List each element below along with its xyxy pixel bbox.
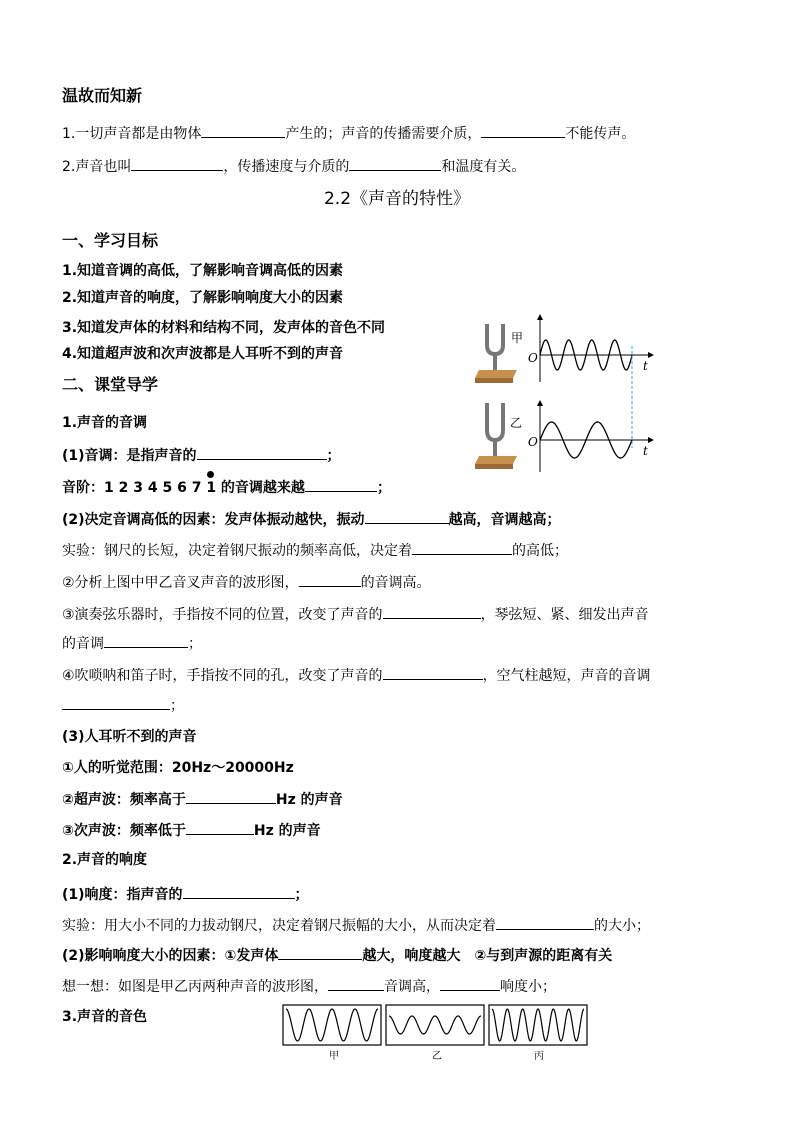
goal-item: 1.知道音调的高低，了解影响音调高低的因素: [62, 263, 344, 279]
goal-item: 3.知道发声体的材料和结构不同，发声体的音色不同: [62, 320, 386, 336]
answer-blank[interactable]: [201, 122, 285, 138]
wind-instrument: ④吹唢呐和笛子时，手指按不同的孔，改变了声音的 ，空气柱越短，声音的音调: [62, 664, 651, 686]
scale-line: 音阶：1 2 3 4 5 6 7 1 的音调越来越 ；: [62, 476, 391, 498]
t-axis-label-bottom: t: [643, 444, 648, 458]
page-title: 2.2《声音的特性》: [323, 189, 471, 209]
ultrasonic: ②超声波：频率高于 Hz 的声音: [62, 788, 343, 810]
answer-blank[interactable]: [62, 694, 170, 710]
answer-blank[interactable]: [186, 819, 254, 835]
subheading-pitch: 1.声音的音调: [62, 415, 148, 431]
caption-bing: 丙: [534, 1051, 544, 1062]
review-question-2: 2.声音也叫 ，传播速度与介质的 和温度有关。: [62, 155, 525, 177]
pitch-factor: (2)决定音调高低的因素：发声体振动越快，振动 越高，音调越高；: [62, 508, 561, 530]
think-question: 想一想：如图是甲乙丙两种声音的波形图， 音调高， 响度小；: [62, 975, 556, 997]
answer-blank[interactable]: [383, 603, 481, 619]
answer-blank[interactable]: [481, 122, 565, 138]
answer-blank[interactable]: [131, 155, 223, 171]
goal-item: 4.知道超声波和次声波都是人耳听不到的声音: [62, 346, 344, 362]
tuning-fork-yi-icon: [475, 403, 517, 469]
waveform-box-jia: [283, 1005, 381, 1045]
answer-blank[interactable]: [197, 444, 327, 460]
answer-blank[interactable]: [365, 508, 449, 524]
origin-label-top: O: [528, 351, 538, 365]
label-jia: 甲: [511, 331, 524, 345]
t-axis-label-top: t: [643, 359, 648, 373]
wind-instrument-cont: ；: [62, 694, 184, 716]
answer-blank[interactable]: [299, 571, 361, 587]
tuning-fork-figure: [470, 312, 660, 477]
subheading-loudness: 2.声音的响度: [62, 852, 148, 868]
section-heading-goals: 一、学习目标: [62, 231, 159, 250]
answer-blank[interactable]: [412, 539, 512, 555]
origin-label-bottom: O: [528, 435, 538, 449]
loudness-definition: (1)响度：指声音的 ；: [62, 883, 309, 905]
waveform-jia-line: [286, 1009, 378, 1041]
waveform-comparison-figure: [280, 1002, 590, 1067]
answer-blank[interactable]: [278, 944, 362, 960]
waveform-yi-line: [389, 1016, 481, 1034]
caption-yi: 乙: [432, 1051, 442, 1062]
answer-blank[interactable]: [496, 914, 594, 930]
loudness-factor: (2)影响响度大小的因素：①发声体 越大，响度越大 ②与到声源的距离有关: [62, 944, 612, 966]
review-question-1: 1.一切声音都是由物体 产生的；声音的传播需要介质， 不能传声。: [62, 122, 635, 144]
infrasonic: ③次声波：频率低于 Hz 的声音: [62, 819, 321, 841]
string-instrument: ③演奏弦乐器时，手指按不同的位置，改变了声音的 ，琴弦短、紧、细发出声音: [62, 603, 649, 625]
pitch-analysis: ②分析上图中甲乙音叉声音的波形图， 的音调高。: [62, 571, 431, 593]
string-instrument-cont: 的音调 ；: [62, 632, 202, 654]
label-yi: 乙: [510, 416, 523, 430]
waveform-bing-line: [492, 1009, 584, 1041]
answer-blank[interactable]: [104, 632, 188, 648]
answer-blank[interactable]: [383, 664, 483, 680]
subheading-timbre: 3.声音的音色: [62, 1009, 148, 1025]
hearing-range: ①人的听觉范围：20Hz～20000Hz: [62, 760, 294, 776]
loudness-experiment: 实验：用大小不同的力拔动钢尺，决定着钢尺振幅的大小，从而决定着 的大小；: [62, 914, 650, 936]
answer-blank[interactable]: [305, 476, 377, 492]
pitch-experiment: 实验：钢尺的长短，决定着钢尺振动的频率高低，决定着 的高低；: [62, 539, 568, 561]
high-note: 1: [206, 478, 216, 498]
answer-blank[interactable]: [328, 975, 384, 991]
goal-item: 2.知道声音的响度，了解影响响度大小的因素: [62, 290, 344, 306]
waveform-box-yi: [386, 1005, 484, 1045]
inaudible-heading: (3)人耳听不到的声音: [62, 729, 197, 745]
answer-blank[interactable]: [186, 788, 276, 804]
high-note-dot-icon: [207, 471, 214, 478]
pitch-definition: (1)音调：是指声音的 ；: [62, 444, 341, 466]
section-heading-guide: 二、课堂导学: [62, 375, 159, 394]
answer-blank[interactable]: [349, 155, 441, 171]
answer-blank[interactable]: [440, 975, 500, 991]
review-heading: 温故而知新: [62, 86, 143, 105]
answer-blank[interactable]: [183, 883, 295, 899]
caption-jia: 甲: [329, 1051, 339, 1062]
